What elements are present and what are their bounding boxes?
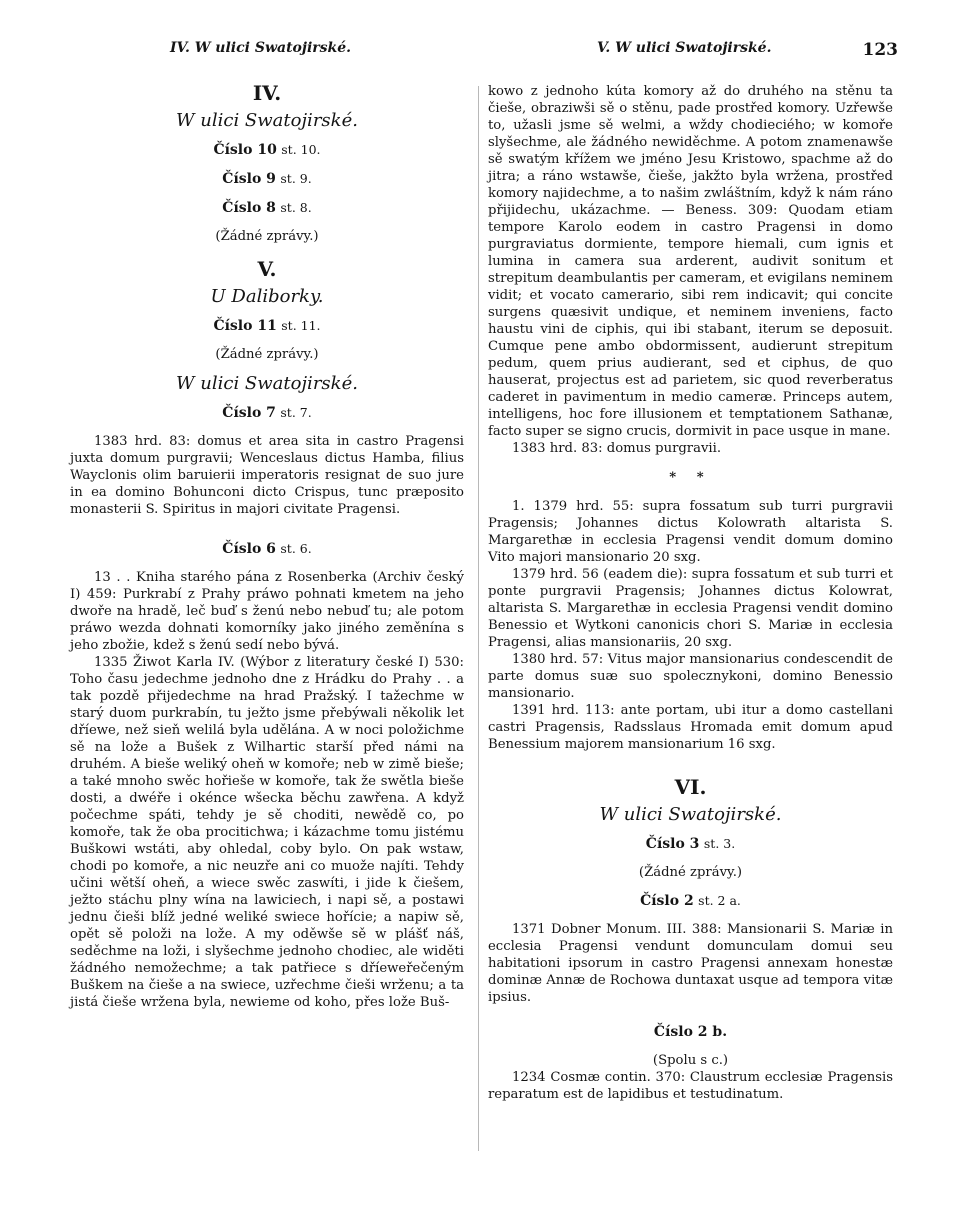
house-number-label: Číslo 8: [222, 200, 276, 216]
street-heading: U Daliborky.: [210, 286, 324, 307]
house-number-8: [70, 199, 464, 217]
record-paragraph: 1. 1379 hrd. 55: supra fossatum sub turri purgravii Pragensis; Johannes dictus Kolowrath altarista S. Margarethæ in ecclesia Pragensi vendit domum domino Vito majori mansionario 20 sxg.: [488, 499, 893, 565]
old-number: st. 3.: [703, 836, 736, 851]
house-number-2b: [488, 1024, 893, 1041]
house-number-label: Číslo 9: [222, 171, 276, 187]
record-paragraph: 1380 hrd. 57: Vitus major mansionarius condescendit de parte domus suæ suo spolecznykoni, domino Benessio mansionario.: [488, 652, 893, 701]
record-paragraph: 1371 Dobner Monum. III. 388: Mansionarii S. Mariæ in ecclesia Pragensi vendunt domunculam domui seu habitationi ipsorum in castro Pragensi annexam honestæ dominæ Annæ de Rochowa duntaxat usque ad tempora vitæ ipsius.: [488, 922, 893, 1005]
spacer: [488, 1006, 893, 1024]
house-number-label: Číslo 10: [213, 142, 277, 158]
column-divider: [478, 86, 479, 1151]
house-number-2a: [488, 892, 893, 910]
old-number: st. 7.: [280, 405, 312, 420]
old-number: st. 6.: [280, 541, 312, 556]
page-number: 123: [862, 40, 898, 60]
spacer: [70, 518, 464, 540]
house-number-3: [488, 835, 893, 853]
old-number: st. 9.: [280, 171, 312, 186]
no-records-note: (Žádné zprávy.): [215, 229, 319, 244]
street-heading: W ulici Swatojirské.: [599, 804, 782, 825]
record-paragraph: 1379 hrd. 56 (eadem die): supra fossatum et sub turri et ponte purgravii Pragensis; Johannes dictus Kolowrat, altarista S. Margarethæ in ecclesia Pragensi vendit domino Benessio et Wytkoni canonicis chori S. Mariæ in ecclesia Pragensi, alias mansionariis, 20 sxg.: [488, 567, 893, 650]
record-paragraph: 1383 hrd. 83: domus purgravii.: [512, 441, 722, 456]
old-number: st. 11.: [281, 318, 321, 333]
street-heading: W ulici Swatojirské.: [176, 373, 358, 394]
section-separator: * *: [669, 470, 712, 485]
record-paragraph: 1383 hrd. 83: domus et area sita in castro Pragensi juxta domum purgravii; Wenceslaus dictus Hamba, filius Wayclonis olim baruierii imperatoris resignat de suo jure in ea domino Bohunconi dicto Crispus, tunc præposito monasterii S. Spiritus in majori civitate Pragensi.: [70, 434, 464, 517]
record-paragraph: 13 . . Kniha starého pána z Rosenberka (Archiv český I) 459: Purkrabí z Prahy práwo pohnati kmetem na jeho dwoře na hradě, leč buď s ženú nebo nebuď tu; ale potom práwo wezda dohnati komorníky jako jiného zeměnína s jeho zbožie, kdež s ženú sedí nebo bývá.: [70, 570, 464, 653]
house-number-label: Číslo 2 b.: [653, 1024, 728, 1040]
house-number-label: Číslo 6: [222, 541, 276, 557]
house-number-7: [70, 404, 464, 422]
joined-note: (Spolu s c.): [652, 1053, 729, 1068]
running-head-right: V. W ulici Swatojirské.: [597, 40, 772, 56]
record-paragraph: 1335 Žiwot Karla IV. (Wýbor z literatury české I) 530: Toho času jedechme jednoho dne z Hrádku do Prahy . . a tak pozdě přijedechme na hrad Pražský. I tažechme w starý duom purkrabín, tu ježto jsme přebýwali několik let dříewe, než sieň welilá byla udělána. A w noci položichme sě na lože a Bušek z Wilhartic starší před námi na druhém. A bieše weliký oheň w komoře; neb w zimě bieše; a také mnoho swěc hořieše w komoře, tak že swětla bieše dosti, a dwéře i okénce wšecka běchu zawřena. A když počechme spáti, tehdy je sě choditi, newědě co, po komoře, tak že oba procitichwa; i kázachme tomu jistému Buškowi wstáti, aby ohledal, coby bylo. On pak wstaw, chodi po komoře, a nic neuzře ani co muože najíti. Tehdy učini wětší oheň, a wiece swěc zaswíti, i jide k čiešem, ježto stáchu plny wína na lawiciech, i napi sě, a postawi jednu čieši blíž jedné weliké swiece hořície; a napiw sě, opět sě položi na lože. A my oděwše sě w plášť náš, seděchme na loži, i slyšechme jednoho chodiec, ale widěti žádného nemožechme; a tak patřiece s dříeweřečeným Buškem na čieše a na swiece, uzřechme čieši wrženu; a ta jistá čieše wržena byla, newieme od koho, přes lože Buš-: [70, 655, 464, 1010]
house-number-label: Číslo 7: [222, 405, 276, 421]
house-number-10: [70, 141, 464, 159]
house-number-6: [70, 540, 464, 558]
section-heading-vi: VI.: [674, 775, 707, 799]
house-number-label: Číslo 2: [640, 893, 694, 909]
old-number: st. 10.: [281, 142, 321, 157]
section-heading-iv: IV.: [252, 81, 282, 105]
house-number-label: Číslo 3: [645, 836, 700, 852]
record-paragraph: 1391 hrd. 113: ante portam, ubi itur a domo castellani castri Pragensis, Radsslaus Hromada emit domum apud Benessium majorem mansionarium 16 sxg.: [488, 703, 893, 752]
no-records-note: (Žádné zprávy.): [638, 865, 743, 880]
running-head-left: IV. W ulici Swatojirské.: [170, 40, 352, 56]
section-heading-v: V.: [257, 257, 277, 281]
record-paragraph: kowo z jednoho kúta komory až do druhého na stěnu ta čieše, obraziwši sě o stěnu, pade prostřed komory. Uzřewše to, užasli jsme sě welmi, a wždy chodieciého; w komoře slyšechme, ale žádného newiděchme. A potom znamenawše sě swatým křížem we jméno Jesu Kristowo, spachme až do jitra; a ráno wstawše, čieše, jakžto byla wržena, prostřed komory najidechme, a to našim zwláštním, když k nám ráno přijidechu, ukázachme. — Beness. 309: Quodam etiam tempore Karolo eodem in castro Pragensi in domo purgraviatus dormiente, tempore hiemali, cum ignis et lumina in camera sua arderent, audivit sonitum et strepitum deambulantis per cameram, et evigilans neminem vidit; et vocato camerario, sibi rem indicavit; qui concite surgens quæsivit undique, et neminem inveniens, facto haustu vini de ciphis, qui ibi stabant, iterum se deposuit. Cumque pene ambo obdormissent, audierunt strepitum pedum, quem prius audierant, sed et ciphus, de quo hauserat, projectus est ad parietem, sic quod reverberatus caderet in pavimentum in medio cameræ. Princeps autem, intelligens, hoc fore illusionem et temptationem Sathanæ, facto super se signo crucis, dormivit in pace usque in mane.: [488, 84, 893, 439]
record-paragraph: 1234 Cosmæ contin. 370: Claustrum ecclesiæ Pragensis reparatum est de lapidibus et testudinatum.: [488, 1070, 893, 1102]
house-number-label: Číslo 11: [213, 318, 277, 334]
old-number: st. 2 a.: [698, 893, 741, 908]
street-heading: W ulici Swatojirské.: [176, 110, 358, 131]
old-number: st. 8.: [280, 200, 312, 215]
left-column: [70, 83, 464, 1011]
right-column: [488, 83, 893, 1103]
house-number-11: [70, 317, 464, 335]
house-number-9: [70, 170, 464, 188]
no-records-note: (Žádné zprávy.): [215, 347, 319, 362]
